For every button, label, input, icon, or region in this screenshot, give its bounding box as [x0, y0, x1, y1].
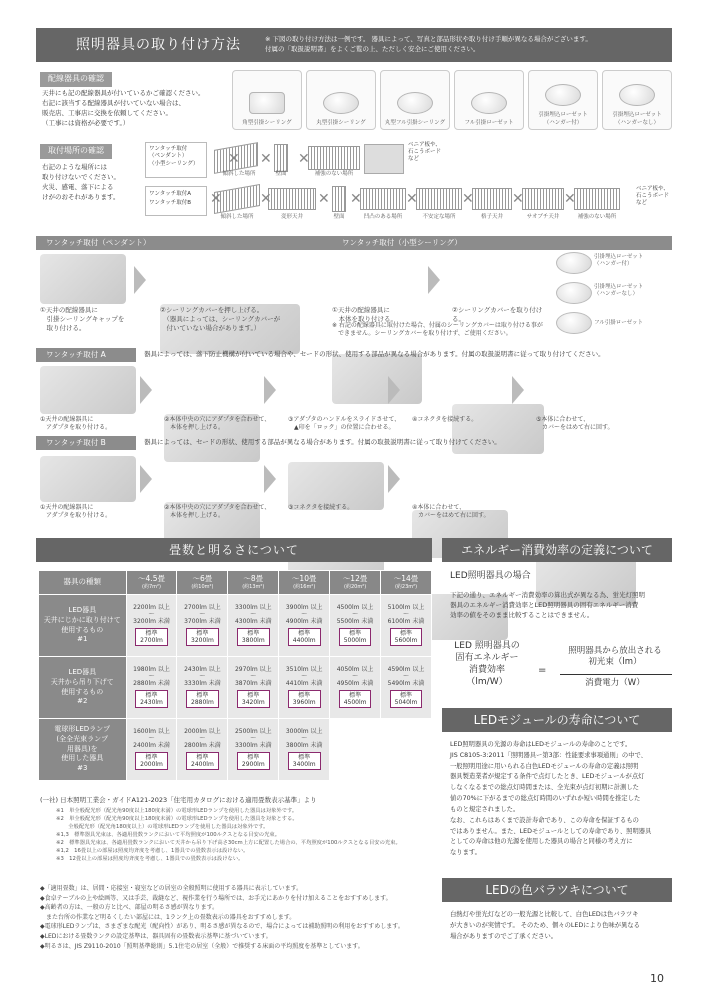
- energy-text: [450, 590, 674, 620]
- label-line: ワンタッチ取付A: [149, 191, 192, 197]
- energy-banner: [442, 538, 672, 562]
- wiring-text-line: 天井にも記の配線器具が付いているかご確認ください。: [42, 89, 205, 97]
- table-cell: [126, 595, 177, 657]
- std-label: 標準: [145, 691, 158, 699]
- life-text: [450, 740, 676, 859]
- arrow-right-icon: [388, 465, 400, 493]
- std-label: 標準: [298, 753, 311, 761]
- typeA-step: ⑤本体に合わせて、 カバーをはめて右に回す。: [536, 416, 614, 432]
- bullet: ◆「適用畳数」は、居間・応接室・寝室などの居室の全般照明に使用する器具に表示しています。: [40, 885, 303, 892]
- tatami-label: 〜10畳: [291, 574, 317, 584]
- standard-lumen-badge: [186, 690, 219, 708]
- typeB-banner: [36, 436, 136, 450]
- arrow-right-icon: [264, 376, 276, 404]
- energy-text-line: 下記の通り、エネルギー消費効率の算出式が異なる為、蛍光灯照明: [450, 591, 645, 599]
- typeA-step: ①天井の配線器具に アダプタを取り付ける。: [40, 416, 112, 432]
- std-label: 標準: [400, 629, 413, 637]
- color-text-line: 白熱灯や蛍光灯などの一般光源と比較して、白色LEDは色バラツキ: [450, 911, 639, 918]
- standard-lumen-badge: [339, 690, 372, 708]
- standard-lumen-badge: [237, 752, 270, 770]
- table-cell: [177, 719, 228, 781]
- header-note-2: 付属の「取扱説明書」をよくご覧の上、ただしく安全にご使用ください。: [265, 45, 480, 53]
- standard-lumen-badge: [135, 752, 168, 770]
- place-text-line: けがのおそれがあります。: [42, 193, 120, 202]
- std-label: 標準: [349, 629, 362, 637]
- area-label: (約16m²): [293, 584, 316, 591]
- table-row: [39, 719, 432, 781]
- brightness-source: (一社) 日本照明工業会・ガイドA121-2023「住宅用カタログにおける適用畳数表示基準」より: [40, 796, 317, 804]
- table-cell: [279, 595, 330, 657]
- table-cell: [228, 657, 279, 719]
- table-cell: [381, 595, 432, 657]
- place-tag: 取付場所の確認: [40, 144, 112, 159]
- lattice-icon: [472, 188, 512, 210]
- typeA-text: 器具によっては、落下防止機構が付いている場合や、セードの形状、使用する部品が異なる場合があります。付属の取扱説明書に従って取り付けてください。: [144, 350, 605, 358]
- irregular-ceiling-icon: [268, 188, 316, 210]
- wall-icon: [274, 144, 288, 172]
- lumen-range: 1980lm 以上 〜 2880lm 未満: [133, 665, 170, 687]
- table-header-cell: [177, 571, 228, 595]
- arrow-right-icon: [134, 266, 146, 294]
- place-item-label: 格子天井: [480, 214, 503, 220]
- x-mark-icon: ✕: [350, 191, 362, 207]
- std-value: 3960lm: [292, 698, 316, 706]
- brightness-title: 畳数と明るさについて: [169, 542, 299, 557]
- lumen-range: 2500lm 以上 〜 3300lm 未満: [234, 727, 272, 749]
- arrow-right-icon: [388, 376, 400, 404]
- rosette-hanger-icon: [556, 252, 592, 274]
- std-label: 標準: [145, 753, 158, 761]
- x-mark-icon: ✕: [260, 191, 272, 207]
- x-mark-icon: ✕: [210, 191, 222, 207]
- brightness-footnotes: [56, 808, 436, 864]
- brightness-bullets: [40, 884, 440, 951]
- place-row1-label: [145, 142, 207, 178]
- x-mark-icon: ✕: [564, 191, 576, 207]
- standard-lumen-badge: [135, 690, 168, 708]
- table-header-cell: [381, 571, 432, 595]
- area-label: (約20m²): [344, 584, 367, 591]
- footnote: ※1,3 標準器具光束は、各適用畳数ランクにおいて平均照度が100ルクスとなる目安の光束。: [56, 831, 280, 838]
- place-item-label: サオブチ天井: [526, 214, 560, 220]
- standard-lumen-badge: [288, 752, 321, 770]
- std-value: 5000lm: [343, 636, 367, 644]
- lumen-range: 2000lm 以上 〜 2800lm 未満: [184, 727, 221, 749]
- table-cell: [228, 719, 279, 781]
- energy-equals: =: [538, 665, 547, 676]
- lhs-line: 消費効率: [468, 665, 505, 676]
- place-row2-note: ベニア板や、 石こうボード など: [636, 186, 670, 207]
- row-label: LED器具 天井にじかに取り付けて 使用するもの #1: [39, 595, 127, 657]
- std-label: 標準: [196, 629, 209, 637]
- table-cell: [279, 719, 330, 781]
- std-label: 標準: [247, 753, 260, 761]
- place-row2-items: [210, 184, 640, 224]
- life-title: LEDモジュールの寿命について: [473, 712, 641, 727]
- lumen-range: 2430lm 以上 〜 3330lm 未満: [184, 665, 221, 687]
- table-cell: [330, 657, 381, 719]
- life-text-line: 値の70%に下がるまでの総点灯時間のいずれか短い時間を推定した: [450, 795, 641, 803]
- std-value: 4500lm: [343, 698, 367, 706]
- life-text-line: ではありません。また、LEDモジュールとしての寿命であり、照明器具: [450, 827, 652, 835]
- std-label: 標準: [196, 753, 209, 761]
- bullet: ◆明るさは、JIS Z9110-2010「照明基準総則」5.1住宅の居室（全般）で推奨する床面の平均照度を基準としています。: [40, 942, 364, 950]
- typeA-photo: [40, 366, 136, 414]
- bullet: ◆LEDにおける畳数ランクの設定基準は、器具固有の畳数表示基準に基づいています。: [40, 932, 272, 940]
- tatami-label: 〜6畳: [192, 574, 213, 584]
- table-row: [39, 595, 432, 657]
- pendant-banner: [36, 236, 332, 250]
- table-header-row: [39, 571, 432, 595]
- typeA-step: ③アダプタのハンドルをスライドさせて、 ▲印を「ロック」の位置に合わせる。: [288, 416, 401, 432]
- energy-title: エネルギー消費効率の定義について: [461, 542, 653, 557]
- pendant-tag: ワンタッチ取付（ペンダント）: [46, 237, 151, 247]
- pendant-step1: ①天井の配線器具に 引掛シーリングキャップを 取り付ける。: [40, 306, 125, 332]
- lhs-line: 固有エネルギー: [455, 653, 519, 664]
- bullet: ◆高齢者の方は、一般の方と比べ、部屋の明るさ感が異なります。: [40, 904, 219, 912]
- typeA-tag: ワンタッチ取付 A: [46, 349, 106, 359]
- fixture-embedded-rosette-hanger: 引掛埋込ローゼット （ハンガー付）: [528, 70, 598, 130]
- wall-icon: [332, 186, 346, 212]
- label-line: （小型シーリング）: [149, 160, 199, 167]
- place-text: [42, 162, 142, 202]
- lhs-line: LED 照明器具の: [454, 641, 520, 651]
- table-cell: [330, 595, 381, 657]
- num-line: 初光束（lm）: [588, 657, 642, 668]
- x-mark-icon: ✕: [406, 191, 418, 207]
- table-cell: [381, 719, 432, 781]
- std-label: 標準: [247, 691, 260, 699]
- typeB-text: 器具によっては、セードの形状、使用する部品が異なる場合があります。付属の取扱説明書に従って取り付けてください。: [144, 438, 501, 446]
- life-text-line: JIS C8105-3:2011「照明器具ー第3部：性能要求事項通則」の中で、: [450, 751, 647, 759]
- table-cell: [381, 657, 432, 719]
- standard-lumen-badge: [237, 628, 270, 646]
- table-cell: [177, 657, 228, 719]
- tatami-label: 〜8畳: [243, 574, 264, 584]
- energy-subtitle: LED照明器具の場合: [450, 571, 531, 581]
- bullet: また台所の作業など明るくしたい部屋には、1ランク上の畳数表示の器具をおすすめします。: [40, 913, 296, 921]
- tatami-label: 〜14畳: [393, 574, 419, 584]
- typeA-banner: [36, 348, 136, 362]
- fraction-line: [560, 674, 672, 675]
- std-value: 2430lm: [140, 698, 163, 706]
- typeA-step: ④コネクタを接続する。: [412, 416, 478, 423]
- tatami-label: 〜4.5畳: [138, 574, 165, 584]
- lumen-range: 4500lm 以上 〜 5500lm 未満: [336, 603, 374, 625]
- lumen-range: 3510lm 以上 〜 4410lm 未満: [285, 665, 323, 687]
- std-value: 3800lm: [241, 636, 265, 644]
- standard-lumen-badge: [237, 690, 270, 708]
- x-mark-icon: ✕: [512, 191, 524, 207]
- label-line: （ペンダント）: [149, 153, 188, 160]
- typeB-step: ③コネクタを接続する。: [288, 504, 354, 511]
- energy-denominator: 消費電力（W）: [585, 678, 645, 688]
- standard-lumen-badge: [186, 752, 219, 770]
- table-header-cell: [228, 571, 279, 595]
- color-text-line: が大きいのが実情です。 そのため、個々のLEDにより色味が異なる: [450, 921, 640, 929]
- table-row: [39, 657, 432, 719]
- std-value: 2900lm: [241, 760, 265, 768]
- place-row2-label: [145, 186, 207, 216]
- footnote: ※1,2 16畳以上の部屋は照度均斉度を考慮し、1器具での畳数表示は設けない。: [56, 847, 249, 854]
- table-header-cell: [330, 571, 381, 595]
- life-text-line: 器具製造業者が規定する条件で点灯したとき、LEDモジュールが点灯: [450, 773, 645, 781]
- std-label: 標準: [298, 691, 311, 699]
- wiring-text-line: 販売店、工事店に交換を依頼してください。: [42, 109, 172, 118]
- table-cell: [126, 657, 177, 719]
- x-mark-icon: ✕: [260, 151, 272, 167]
- footnote: ※1 単全般配光形（配光角90度以上180度未満）の電球形LEDランプを使用した器具は対象外です。: [56, 808, 298, 814]
- side-label: フル引掛ローゼット: [594, 320, 644, 326]
- place-item-label: 傾斜した場所: [222, 171, 256, 177]
- lumen-range: 2970lm 以上 〜 3870lm 未満: [234, 665, 272, 687]
- arrow-right-icon: [140, 465, 152, 493]
- standard-lumen-badge: [288, 628, 321, 646]
- header-banner: [36, 28, 672, 62]
- std-label: 標準: [400, 691, 413, 699]
- brightness-banner: [36, 538, 432, 562]
- no-reinforcement-icon: [308, 146, 360, 170]
- small-note: ※ 右記の配線器具に取付けた場合、付属のシーリングカバーは取り付ける事が できません。シーリングカバーを取り付けず、ご使用ください。: [332, 322, 543, 338]
- energy-lhs: [450, 640, 524, 689]
- life-text-line: LED照明器具の光源の寿命はLEDモジュールの寿命のことです。: [450, 741, 632, 748]
- fixture-round-ceiling: 丸型引掛シーリング: [306, 70, 376, 130]
- place-item-label: 傾斜した場所: [220, 214, 254, 220]
- table-cell: [228, 595, 279, 657]
- standard-lumen-badge: [339, 628, 372, 646]
- color-banner: [442, 878, 672, 902]
- label-line: ワンタッチ取付B: [149, 199, 192, 206]
- table-cell: [177, 595, 228, 657]
- small-step2: ②シーリングカバーを取り付ける。: [452, 306, 543, 323]
- page-title: 照明器具の取り付け方法: [76, 36, 241, 53]
- life-text-line: ものと規定されました。: [450, 805, 520, 813]
- lumen-range: 5100lm 以上 〜 6100lm 未満: [387, 603, 425, 625]
- std-value: 5040lm: [394, 698, 418, 706]
- place-text-line: 取り付けないでください。: [42, 173, 120, 182]
- place-item-label: 壁面: [275, 171, 287, 177]
- std-value: 3420lm: [241, 698, 265, 706]
- x-mark-icon: ✕: [318, 191, 330, 207]
- life-text-line: しなくなるまでの総点灯時間または、全光束が点灯初期に計測した: [450, 784, 639, 792]
- typeB-step: ①天井の配線器具に アダプタを取り付ける。: [40, 504, 112, 520]
- lumen-range: 1600lm 以上 〜 2400lm 未満: [133, 727, 170, 749]
- tatami-label: 〜12畳: [342, 574, 368, 584]
- wiring-tag: 配線器具の確認: [40, 72, 112, 87]
- typeB-photo: [40, 456, 136, 502]
- table-header-cell: [126, 571, 177, 595]
- typeA-steps: [40, 366, 674, 446]
- row-label: LED器具 天井から吊り下げて 使用するもの #2: [39, 657, 127, 719]
- standard-lumen-badge: [135, 628, 168, 646]
- arrow-right-icon: [512, 376, 524, 404]
- footnote: ※3 12畳以上の部屋は照度均斉度を考慮し、1器具での畳数表示は設けない。: [56, 855, 244, 862]
- arrow-right-icon: [264, 465, 276, 493]
- table-cell: [279, 657, 330, 719]
- footnote: ※2 標準器具光束は、各適用畳数ランクにおいて天井から吊り下げ高さ30cm上方に配置した場合の、平均照度が100ルクスとなる目安の光束。: [56, 839, 401, 846]
- life-text-line: 一般照明用途に用いられる白色LEDモジュールの寿命の定義は照明: [450, 762, 639, 770]
- standard-lumen-badge: [390, 628, 423, 646]
- uneven-icon: [360, 188, 406, 210]
- std-label: 標準: [247, 629, 260, 637]
- unstable-icon: [416, 188, 462, 210]
- life-text-line: としての寿命は他の光源を使用した器具の場合と同様の考え方に: [450, 838, 633, 846]
- small-tag: ワンタッチ取付（小型シーリング）: [342, 237, 462, 247]
- life-text-line: なお、これらはあくまで設計寿命であり、この寿命を保証するもの: [450, 816, 639, 824]
- color-text-line: 場合がありますのでご了承ください。: [450, 932, 558, 940]
- wiring-text-line: 右記に該当する配線器具が付いていない場合は、: [42, 99, 185, 108]
- area-label: (約10m²): [191, 584, 214, 591]
- lumen-range: 4050lm 以上 〜 4950lm 未満: [336, 665, 374, 687]
- table-header-cell: 器具の種類: [39, 571, 127, 595]
- std-label: 標準: [349, 691, 362, 699]
- fixture-round-full-ceiling: 丸型フル引掛シーリング: [380, 70, 450, 130]
- typeB-step: ④本体に合わせて、 カバーをはめて右に回す。: [412, 504, 490, 520]
- std-value: 2700lm: [140, 636, 163, 644]
- color-title: LEDの色バラツキについて: [485, 882, 629, 897]
- footnote: ※2 単全般配光形（配光角90度以上180度未満）の電球形LEDランプを使用した器具を対象とする。: [56, 815, 298, 822]
- place-item-label: 補強のない場所: [314, 171, 354, 177]
- arrow-right-icon: [428, 266, 440, 294]
- pendant-step2: ②シーリングカバーを押し上げる。 （器具によっては、シーリングカバーが 付いていない場合があります。）: [160, 306, 281, 332]
- side-label: 引掛埋込ローゼット （ハンガーなし）: [594, 284, 644, 298]
- place-item-label: 壁面: [333, 214, 345, 220]
- lumen-range: 3000lm 以上 〜 3800lm 未満: [285, 727, 323, 749]
- std-label: 標準: [145, 629, 158, 637]
- small-banner: [332, 236, 672, 250]
- x-mark-icon: ✕: [462, 191, 474, 207]
- header-note-1: ※ 下図の取り付け方法は一例です。 器具によって、写真と部品形状や取り付け手順が異なる場合がございます。: [265, 35, 592, 44]
- area-label: (約23m²): [394, 584, 418, 591]
- color-text: [450, 910, 676, 942]
- full-rosette-icon: [556, 312, 592, 334]
- fixture-full-rosette: フル引掛ローゼット: [454, 70, 524, 130]
- lumen-range: 3900lm 以上 〜 4900lm 未満: [285, 603, 323, 625]
- x-mark-icon: ✕: [298, 151, 310, 167]
- bullet: ◆電球形LEDランプは、さまざまな配光（配向性）があり、明るさ感が異なるので、場合によっては補助照明の利用をおすすめします。: [40, 923, 404, 931]
- standard-lumen-badge: [186, 628, 219, 646]
- place-item-label: 補強のない場所: [577, 214, 617, 220]
- life-text-line: なります。: [450, 849, 481, 857]
- small-step1: ①天井の配線器具に 本体を取り付ける。: [332, 306, 397, 323]
- energy-text-line: 器具のエネルギー消費効率とLED照明器具の固有エネルギー消費: [450, 601, 639, 610]
- area-label: (約13m²): [242, 584, 265, 591]
- pendant-photo-1: [40, 254, 126, 304]
- energy-text-line: 効率の値をそのまま比較することはできません。: [450, 611, 594, 620]
- typeB-step: ②本体中央の穴にアダプタを合わせて、 本体を押し上げる。: [164, 504, 271, 520]
- saobuchi-icon: [522, 188, 564, 210]
- std-value: 2000lm: [140, 760, 163, 768]
- life-banner: [442, 708, 672, 732]
- row-label: 電球形LEDランプ (全全光束ランプ 用器具)を 使用した器具 #3: [39, 719, 127, 781]
- typeB-steps: [40, 456, 674, 530]
- wiring-fixtures: [232, 70, 672, 132]
- std-value: 3400lm: [292, 760, 316, 768]
- place-item-label: 凹凸のある場所: [363, 214, 403, 220]
- lumen-range: 2200lm 以上 〜 3200lm 未満: [133, 603, 170, 625]
- no-reinforcement-icon: [574, 188, 620, 210]
- area-label: (約7m²): [142, 584, 161, 591]
- footnote: 全般配光形（配光角180度以上）の電球形LEDランプを使用した器具は対象外です。: [56, 823, 269, 830]
- place-row1-items: [210, 142, 550, 178]
- std-label: 標準: [196, 691, 209, 699]
- small-side-fixtures: [556, 252, 674, 344]
- page-number: 10: [650, 972, 664, 985]
- fixture-square-ceiling: 角型引掛シーリング: [232, 70, 302, 130]
- place-row1-note: ベニア板や、 石こうボード など: [408, 142, 442, 163]
- std-value: 3200lm: [191, 636, 214, 644]
- place-item-label: 不安定な場所: [422, 214, 456, 220]
- brightness-table: [38, 570, 432, 781]
- standard-lumen-badge: [390, 690, 423, 708]
- rosette-no-hanger-icon: [556, 282, 592, 304]
- label-line: ワンタッチ取付: [149, 146, 188, 152]
- typeB-tag: ワンタッチ取付 B: [46, 437, 106, 447]
- typeA-step: ②本体中央の穴にアダプタを合わせて、 本体を押し上げる。: [164, 416, 271, 432]
- wiring-text-line: （工事には資格が必要です。）: [42, 119, 130, 128]
- lhs-line: （lm/W）: [466, 677, 508, 688]
- lumen-range: 2700lm 以上 〜 3700lm 未満: [184, 603, 221, 625]
- wiring-text: [42, 88, 232, 128]
- table-header-cell: [279, 571, 330, 595]
- num-line: 照明器具から放出される: [568, 646, 662, 656]
- table-cell: [330, 719, 381, 781]
- table-cell: [126, 719, 177, 781]
- place-text-line: 右記のような場所には: [42, 163, 107, 171]
- x-mark-icon: ✕: [228, 151, 240, 167]
- standard-lumen-badge: [288, 690, 321, 708]
- bullet: ◆食卓テーブルの上や絵画等、又は手芸、裁縫など、視作業を行う場所では、お手元にあかりを付け加えることをおすすめします。: [40, 894, 392, 902]
- board-icon: [364, 144, 404, 174]
- lumen-range: 3300lm 以上 〜 4300lm 未満: [234, 603, 272, 625]
- side-label: 引掛埋込ローゼット （ハンガー付）: [594, 254, 644, 268]
- std-label: 標準: [298, 629, 311, 637]
- std-value: 5600lm: [394, 636, 418, 644]
- std-value: 2400lm: [191, 760, 214, 768]
- lumen-range: 4590lm 以上 〜 5490lm 未満: [387, 665, 425, 687]
- std-value: 4400lm: [292, 636, 316, 644]
- energy-numerator: [556, 646, 674, 669]
- std-value: 2880lm: [191, 698, 214, 706]
- fixture-embedded-rosette-no-hanger: 引掛埋込ローゼット （ハンガーなし）: [602, 70, 672, 130]
- arrow-right-icon: [140, 376, 152, 404]
- place-text-line: 火災、感電、落下による: [42, 183, 114, 192]
- place-item-label: 変形天井: [280, 214, 303, 220]
